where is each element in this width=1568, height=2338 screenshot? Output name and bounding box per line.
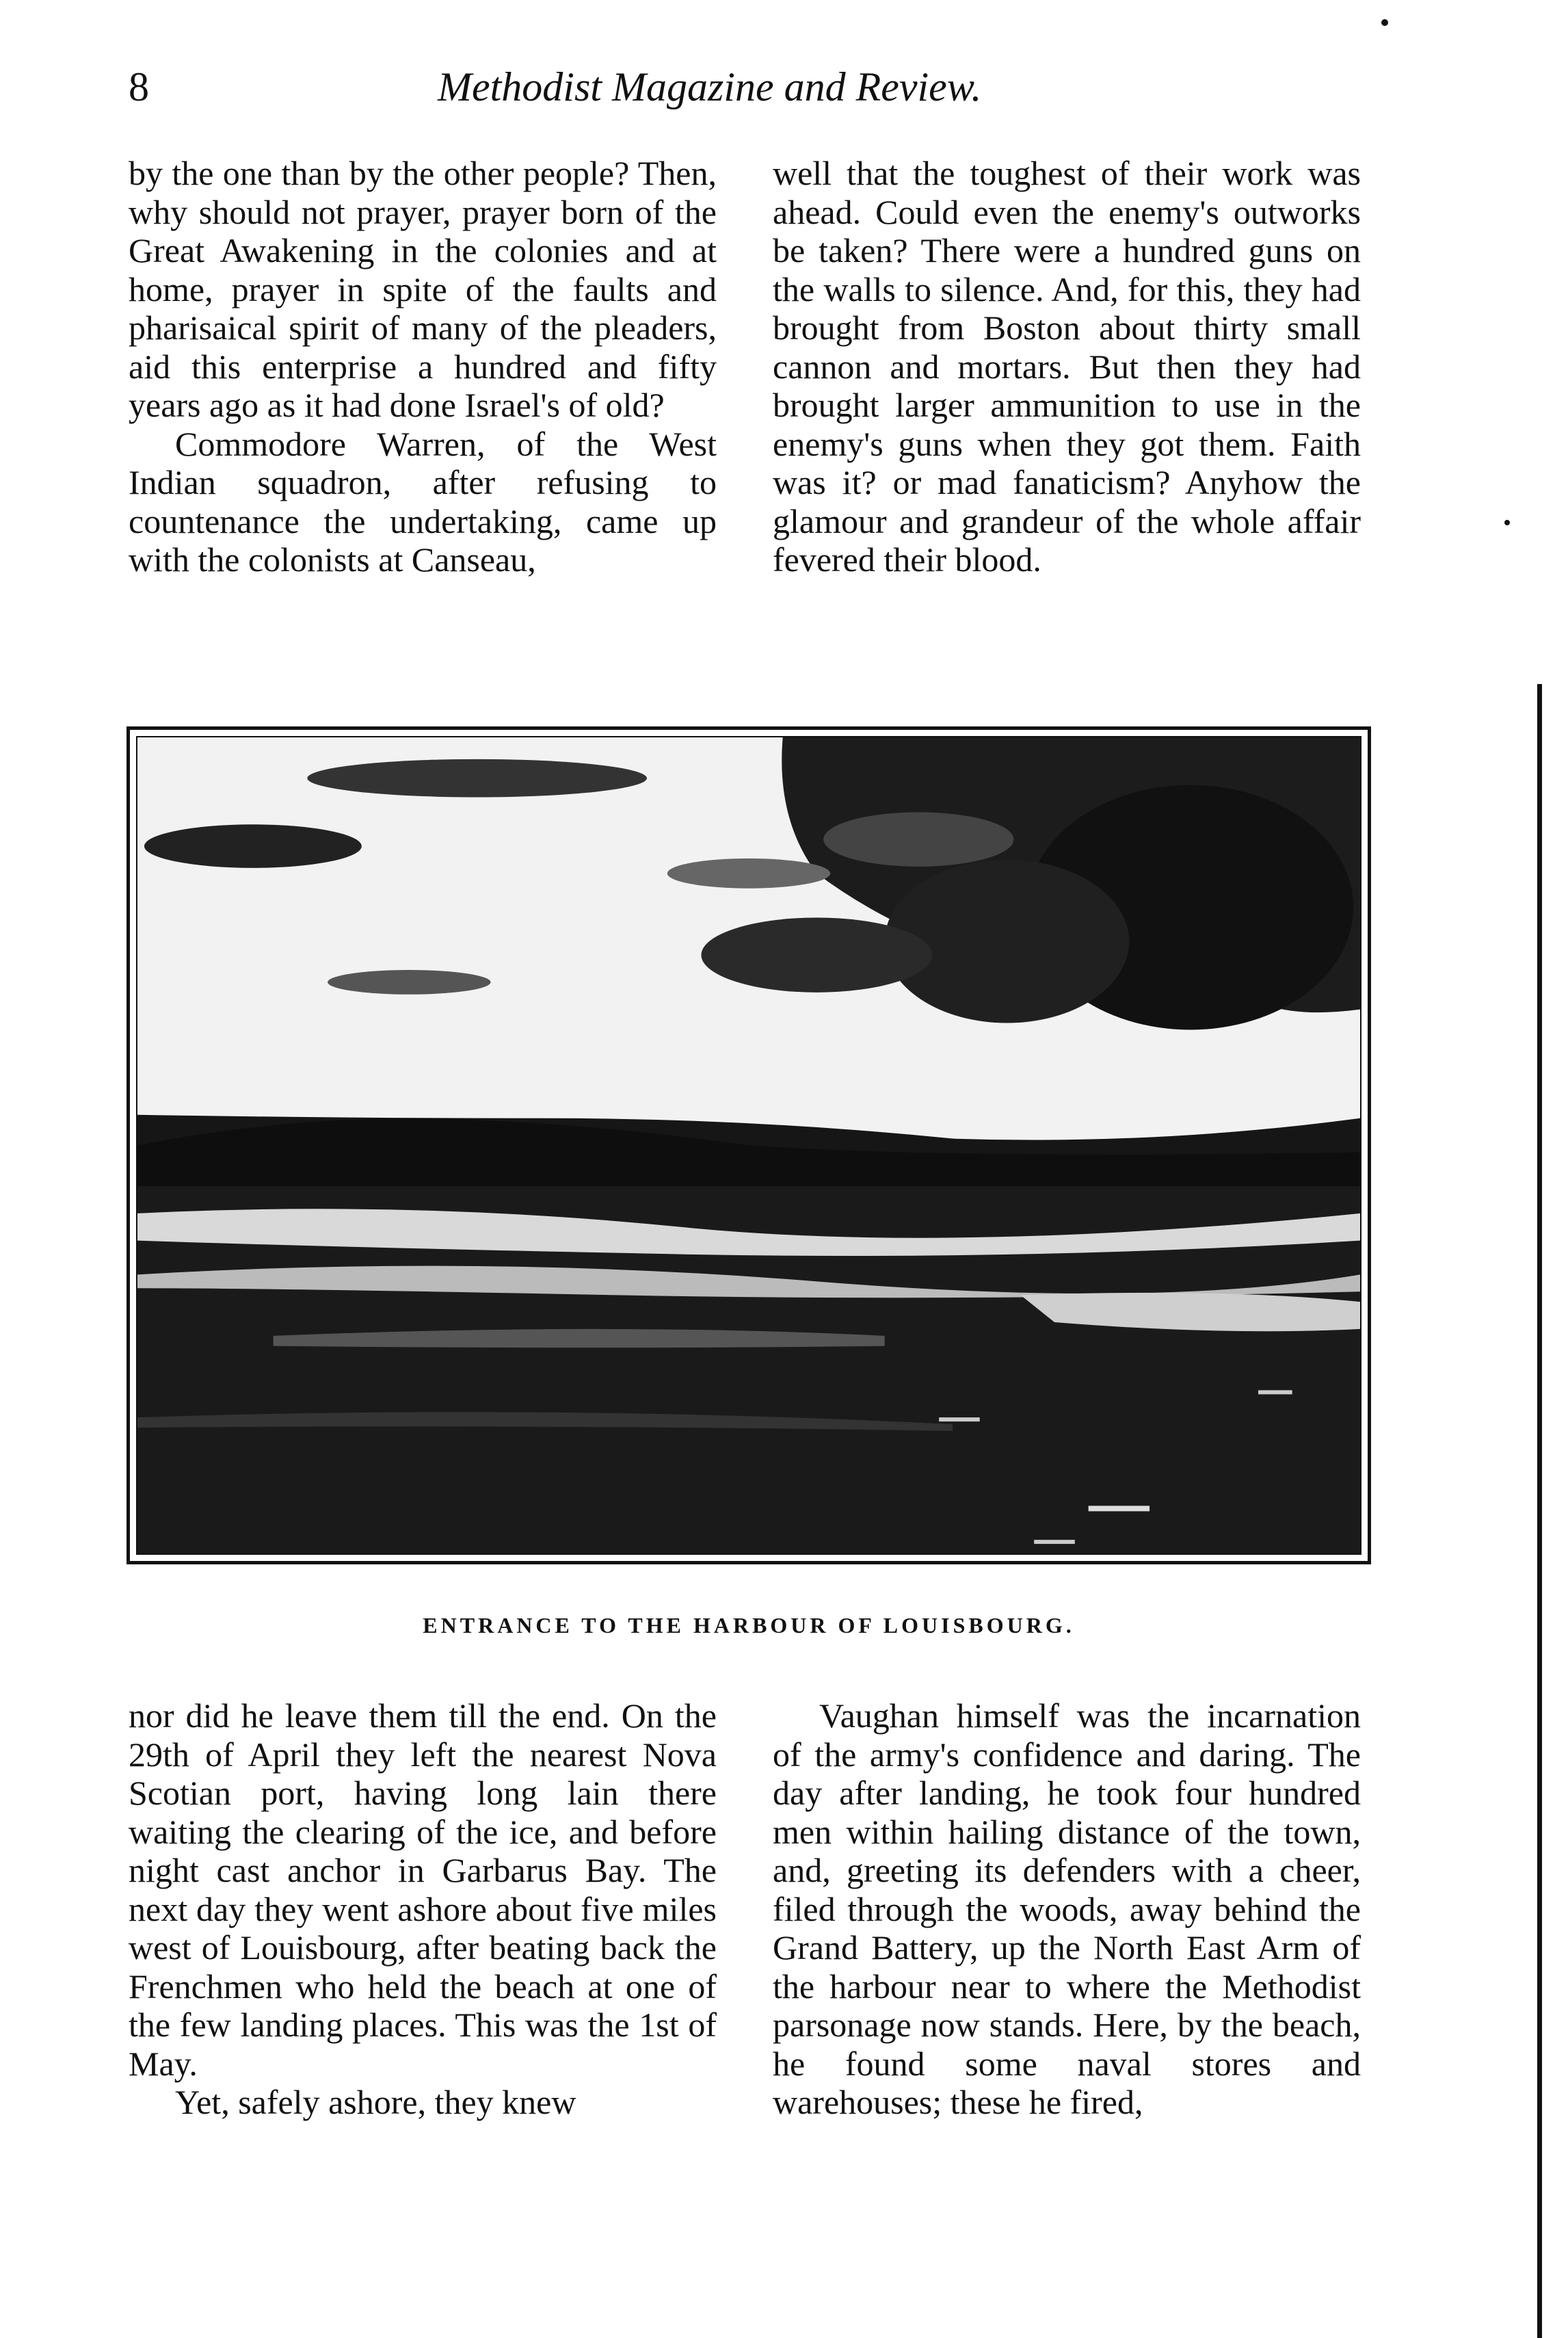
column-top-left (129, 154, 717, 579)
paragraph: nor did he leave them till the end. On the 29th of April they left the nearest Nova Scotian port, having long lain there waiting the clearing of the ice, and before night cast anchor in Garbarus Bay. The next day they went ashore about five miles west of Louisbourg, after beating back the Frenchmen who held the beach at one of the few landing places. This was the 1st of May. (129, 1696, 717, 2083)
paragraph: Vaughan himself was the incarnation of the army's confidence and daring. The day after landing, he took four hundred men within hailing distance of the town, and, greeting its defenders with a cheer, filed through the woods, away behind the Grand Battery, up the North East Arm of the harbour near to where the Methodist parsonage now stands. Here, by the beach, he found some naval stores and warehouses; these he fired, (773, 1696, 1361, 2121)
scan-dot (1381, 19, 1388, 26)
paragraph: well that the toughest of their work was ahead. Could even the enemy's outworks be taken? There were a hundred guns on the walls to silence. And, for this, they had brought from Boston about thirty small cannon and mortars. But then they had brought larger ammunition to use in the enemy's guns when they got them. Faith was it? or mad fanaticism? Anyhow the glamour and grandeur of the whole affair fevered their blood. (773, 154, 1361, 579)
paragraph: Yet, safely ashore, they knew (175, 2083, 576, 2121)
paragraph: Commodore Warren, of the West Indian squadron, after refusing to countenance the undertaking, came up with the colonists at Canseau, (129, 424, 717, 579)
scan-dot (1504, 520, 1510, 525)
paragraph: by the one than by the other people? Then, why should not prayer, prayer born of the Great Awakening in the colonies and at home, prayer in spite of the faults and pharisaical spirit of many of the pleaders, aid this enterprise a hundred and fifty years ago as it had done Israel's of old? (129, 154, 717, 424)
illustration-image (136, 736, 1361, 1555)
page-number: 8 (129, 64, 149, 109)
running-head: Methodist Magazine and Review. (438, 64, 982, 109)
harbour-landscape-image (137, 737, 1360, 1553)
column-top-right (773, 154, 1361, 579)
scan-edge-line (1537, 684, 1542, 2338)
figure-caption: ENTRANCE TO THE HARBOUR OF LOUISBOURG. (423, 1613, 1075, 1638)
column-bottom-left (129, 1696, 717, 2122)
harbour-illustration (127, 726, 1371, 1564)
column-bottom-right (773, 1696, 1361, 2122)
